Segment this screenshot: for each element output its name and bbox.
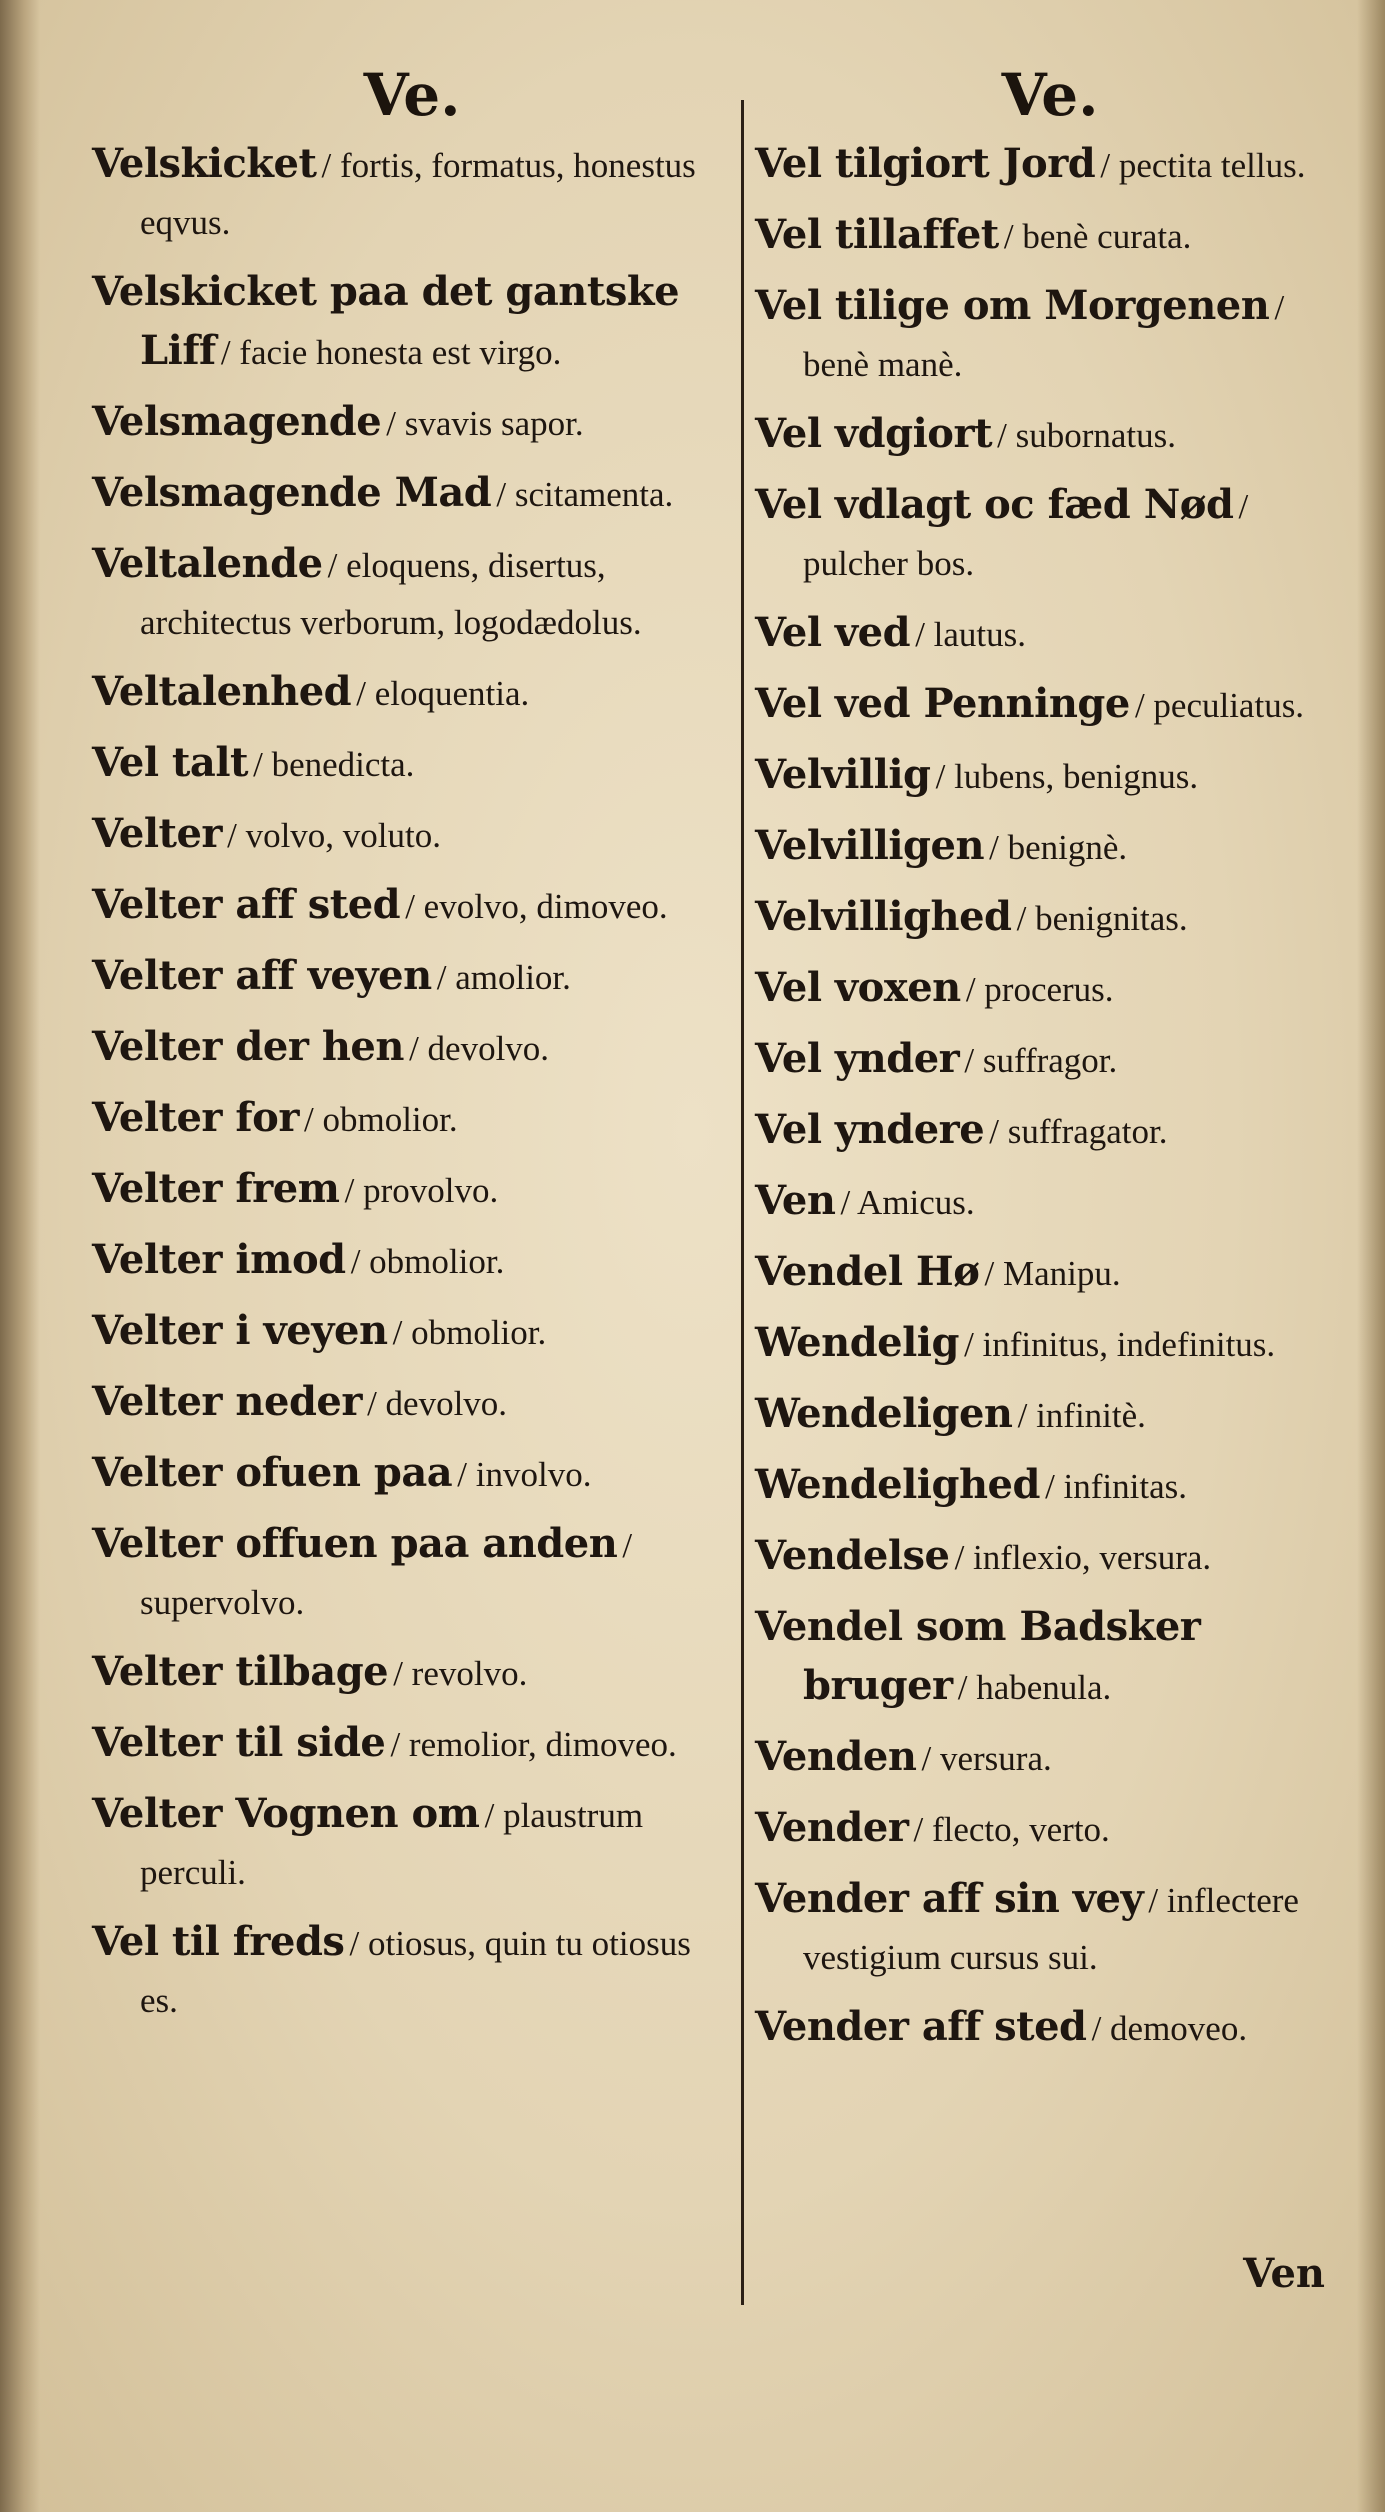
entry-definition: / inflectere vestigium cursus sui. (803, 1881, 1299, 1977)
entry-definition: / scitamenta. (496, 475, 674, 514)
right-entry-list (755, 138, 1345, 2060)
entry-headword: Wendelighed (755, 1461, 1040, 1508)
entry-headword: Vel vdgiort (755, 410, 993, 457)
entry-definition: / versura. (921, 1739, 1052, 1778)
entry-definition: / devolvo. (409, 1029, 550, 1068)
dictionary-entry (755, 749, 1345, 808)
entry-definition: / suffragator. (989, 1112, 1168, 1151)
entry-definition: / fortis, formatus, honestus eqvus. (140, 146, 696, 242)
dictionary-entry (92, 1717, 732, 1776)
entry-definition: / pectita tellus. (1100, 146, 1306, 185)
entry-headword: Velter tilbage (92, 1648, 389, 1695)
dictionary-entry (755, 1731, 1345, 1790)
entry-headword: Velter frem (92, 1165, 340, 1212)
entry-definition: / infinitè. (1017, 1396, 1146, 1435)
dictionary-entry (755, 1104, 1345, 1163)
entry-definition: / obmolior. (392, 1313, 547, 1352)
dictionary-entry (92, 266, 732, 384)
right-column (755, 60, 1345, 2072)
entry-definition: / revolvo. (393, 1654, 528, 1693)
dictionary-entry (755, 1802, 1345, 1861)
right-running-header: Ve. (1001, 61, 1099, 129)
entry-headword: Velter for (92, 1094, 299, 1141)
entry-definition: / otiosus, quin tu otiosus es. (140, 1924, 691, 2020)
dictionary-entry (755, 678, 1345, 737)
dictionary-entry (755, 138, 1345, 197)
dictionary-entry (92, 1518, 732, 1634)
dictionary-entry (755, 1459, 1345, 1518)
dictionary-entry (92, 879, 732, 938)
dictionary-entry (755, 1317, 1345, 1376)
dictionary-entry (92, 737, 732, 796)
entry-headword: Velter (92, 810, 223, 857)
entry-definition: / habenula. (957, 1668, 1112, 1707)
entry-headword: Wendelig (755, 1319, 959, 1366)
entry-definition: / demoveo. (1091, 2009, 1248, 2048)
entry-definition: / subornatus. (997, 416, 1177, 455)
entry-definition: / infinitas. (1045, 1467, 1187, 1506)
entry-definition: / eloquens, disertus, architectus verborum, logodædolus. (140, 546, 642, 642)
entry-headword: Vel tilgiort Jord (755, 140, 1096, 187)
entry-definition: / benè manè. (803, 288, 1285, 384)
entry-headword: Vel voxen (755, 964, 961, 1011)
entry-headword: Veltalende (92, 540, 323, 587)
dictionary-entry (755, 1530, 1345, 1589)
catchword: Ven (1243, 2250, 1325, 2297)
dictionary-entry (755, 1873, 1345, 1989)
dictionary-entry (92, 808, 732, 867)
entry-definition: / inflexio, versura. (954, 1538, 1212, 1577)
entry-headword: Vel ved (755, 609, 911, 656)
dictionary-entry (755, 962, 1345, 1021)
entry-headword: Velvillighed (755, 893, 1012, 940)
dictionary-entry (755, 408, 1345, 467)
dictionary-entry (755, 2001, 1345, 2060)
entry-headword: Vendel Hø (755, 1248, 980, 1295)
dictionary-entry (755, 607, 1345, 666)
dictionary-entry (755, 479, 1345, 595)
dictionary-entry (755, 1175, 1345, 1234)
entry-definition: / remolior, dimoveo. (390, 1725, 677, 1764)
left-column (92, 60, 732, 2044)
dictionary-entry (92, 138, 732, 254)
dictionary-entry (92, 1646, 732, 1705)
dictionary-entry (755, 1388, 1345, 1447)
page-edge-right (1357, 0, 1385, 2512)
entry-headword: Velter der hen (92, 1023, 404, 1070)
dictionary-entry (92, 1234, 732, 1293)
entry-definition: / Manipu. (984, 1254, 1121, 1293)
entry-definition: / supervolvo. (140, 1526, 633, 1622)
entry-definition: / infinitus, indefinitus. (964, 1325, 1276, 1364)
dictionary-entry (92, 467, 732, 526)
entry-headword: Velter imod (92, 1236, 346, 1283)
entry-definition: / benignitas. (1016, 899, 1188, 938)
entry-headword: Velskicket paa det gantske Liff (92, 268, 680, 374)
entry-definition: / plaustrum perculi. (140, 1796, 644, 1892)
entry-headword: Vender aff sted (755, 2003, 1087, 2050)
entry-headword: Ven (755, 1177, 836, 1224)
entry-definition: / devolvo. (367, 1384, 508, 1423)
dictionary-entry (755, 1033, 1345, 1092)
entry-headword: Velter i veyen (92, 1307, 388, 1354)
entry-headword: Velter offuen paa anden (92, 1520, 618, 1567)
entry-definition: / lubens, benignus. (935, 757, 1199, 796)
entry-headword: Vel talt (92, 739, 248, 786)
entry-headword: Velter aff veyen (92, 952, 432, 999)
dictionary-entry (92, 1376, 732, 1435)
dictionary-entry (92, 1021, 732, 1080)
entry-headword: Velvillig (755, 751, 931, 798)
entry-headword: Vel tilige om Morgenen (755, 282, 1270, 329)
dictionary-entry (92, 538, 732, 654)
entry-definition: / obmolior. (304, 1100, 458, 1139)
entry-headword: Vendel som Badsker bruger (755, 1603, 1201, 1709)
entry-definition: / procerus. (965, 970, 1114, 1009)
dictionary-entry (755, 891, 1345, 950)
entry-headword: Velter aff sted (92, 881, 401, 928)
dictionary-entry (92, 1916, 732, 2032)
dictionary-entry (92, 666, 732, 725)
entry-definition: / facie honesta est virgo. (220, 333, 562, 372)
entry-definition: / eloquentia. (356, 674, 530, 713)
entry-headword: Vender (755, 1804, 909, 1851)
entry-definition: / provolvo. (344, 1171, 499, 1210)
entry-definition: / suffragor. (964, 1041, 1118, 1080)
entry-headword: Wendeligen (755, 1390, 1013, 1437)
entry-headword: Velter til side (92, 1719, 386, 1766)
dictionary-entry (92, 396, 732, 455)
entry-headword: Velsmagende (92, 398, 382, 445)
dictionary-entry (755, 280, 1345, 396)
entry-headword: Vendelse (755, 1532, 950, 1579)
entry-definition: / svavis sapor. (386, 404, 584, 443)
entry-headword: Velskicket (92, 140, 317, 187)
entry-headword: Velvilligen (755, 822, 985, 869)
entry-headword: Vel ved Penninge (755, 680, 1130, 727)
entry-definition: / involvo. (457, 1455, 592, 1494)
entry-headword: Velsmagende Mad (92, 469, 492, 516)
entry-definition: / pulcher bos. (803, 487, 1249, 583)
entry-definition: / lautus. (915, 615, 1027, 654)
entry-headword: Vel ynder (755, 1035, 960, 1082)
entry-headword: Vel vdlagt oc fæd Nød (755, 481, 1234, 528)
dictionary-entry (92, 1305, 732, 1364)
dictionary-entry (755, 1601, 1345, 1719)
entry-definition: / benè curata. (1003, 217, 1192, 256)
entry-headword: Venden (755, 1733, 917, 1780)
entry-definition: / evolvo, dimoveo. (405, 887, 668, 926)
entry-definition: / volvo, voluto. (227, 816, 442, 855)
entry-definition: / flecto, verto. (913, 1810, 1110, 1849)
entry-definition: / obmolior. (350, 1242, 505, 1281)
dictionary-entry (92, 950, 732, 1009)
entry-headword: Vel tillaffet (755, 211, 999, 258)
entry-headword: Velter Vognen om (92, 1790, 480, 1837)
dictionary-entry (92, 1788, 732, 1904)
entry-headword: Veltalenhed (92, 668, 352, 715)
dictionary-entry (755, 820, 1345, 879)
dictionary-entry (92, 1163, 732, 1222)
entry-headword: Vel til freds (92, 1918, 345, 1965)
dictionary-entry (92, 1092, 732, 1151)
dictionary-entry (755, 1246, 1345, 1305)
entry-definition: / benignè. (989, 828, 1128, 867)
entry-definition: / amolior. (436, 958, 571, 997)
entry-headword: Vel yndere (755, 1106, 985, 1153)
entry-headword: Vender aff sin vey (755, 1875, 1144, 1922)
page-edge-left (0, 0, 40, 2512)
entry-definition: / benedicta. (253, 745, 415, 784)
dictionary-entry (92, 1447, 732, 1506)
entry-definition: / Amicus. (840, 1183, 975, 1222)
column-rule (741, 100, 744, 2305)
left-entry-list (92, 138, 732, 2032)
entry-headword: Velter ofuen paa (92, 1449, 453, 1496)
entry-definition: / peculiatus. (1134, 686, 1305, 725)
left-running-header: Ve. (363, 61, 461, 129)
entry-headword: Velter neder (92, 1378, 362, 1425)
dictionary-entry (755, 209, 1345, 268)
